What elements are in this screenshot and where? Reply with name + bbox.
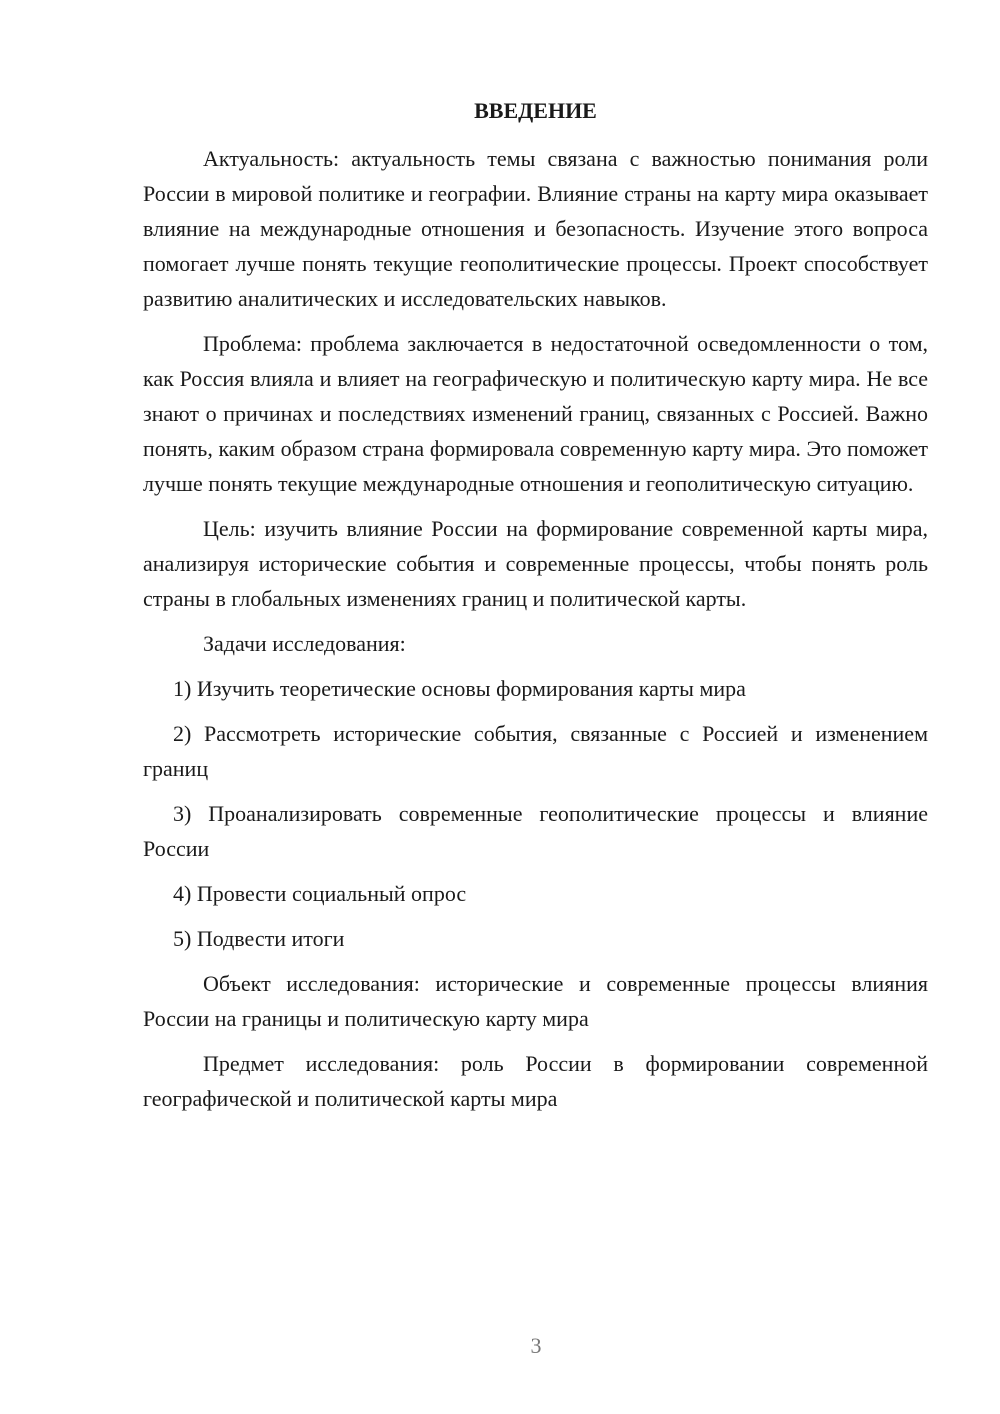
task-item-5: 5) Подвести итоги: [173, 926, 345, 951]
section-title: ВВЕДЕНИЕ: [474, 98, 597, 123]
task-item-2: 2) Рассмотреть исторические события, связанные с Россией и изменением границ: [143, 721, 928, 781]
paragraph-problem: Проблема: проблема заключается в недостаточной осведомленности о том, как Россия влияла и влияет на географическую и политическую карту мира. Не все знают о причинах и последствиях изменений границ, связанных с Россией. Важно понять, каким образом страна формировала современную карту мира. Это поможет лучше понять текущие международные отношения и геополитическую ситуацию.: [143, 331, 928, 496]
page-number: 3: [530, 1333, 542, 1358]
paragraph-goal: Цель: изучить влияние России на формирование современной карты мира, анализируя исторические события и современные процессы, чтобы понять роль страны в глобальных изменениях границ и политической карты.: [143, 516, 928, 611]
paragraph-object: Объект исследования: исторические и современные процессы влияния России на границы и политическую карту мира: [143, 971, 928, 1031]
paragraph-relevance: Актуальность: актуальность темы связана с важностью понимания роли России в мировой политике и географии. Влияние страны на карту мира оказывает влияние на международные отношения и безопасность. Изучение этого вопроса помогает лучше понять текущие геополитические процессы. Проект способствует развитию аналитических и исследовательских навыков.: [143, 146, 928, 311]
paragraph-subject: Предмет исследования: роль России в формировании современной географической и политической карты мира: [143, 1051, 928, 1111]
task-item-1: 1) Изучить теоретические основы формирования карты мира: [173, 676, 746, 701]
tasks-heading: Задачи исследования:: [203, 631, 406, 656]
task-item-3: 3) Проанализировать современные геополитические процессы и влияние России: [143, 801, 928, 861]
page-content: [143, 96, 928, 1126]
task-item-4: 4) Провести социальный опрос: [173, 881, 467, 906]
